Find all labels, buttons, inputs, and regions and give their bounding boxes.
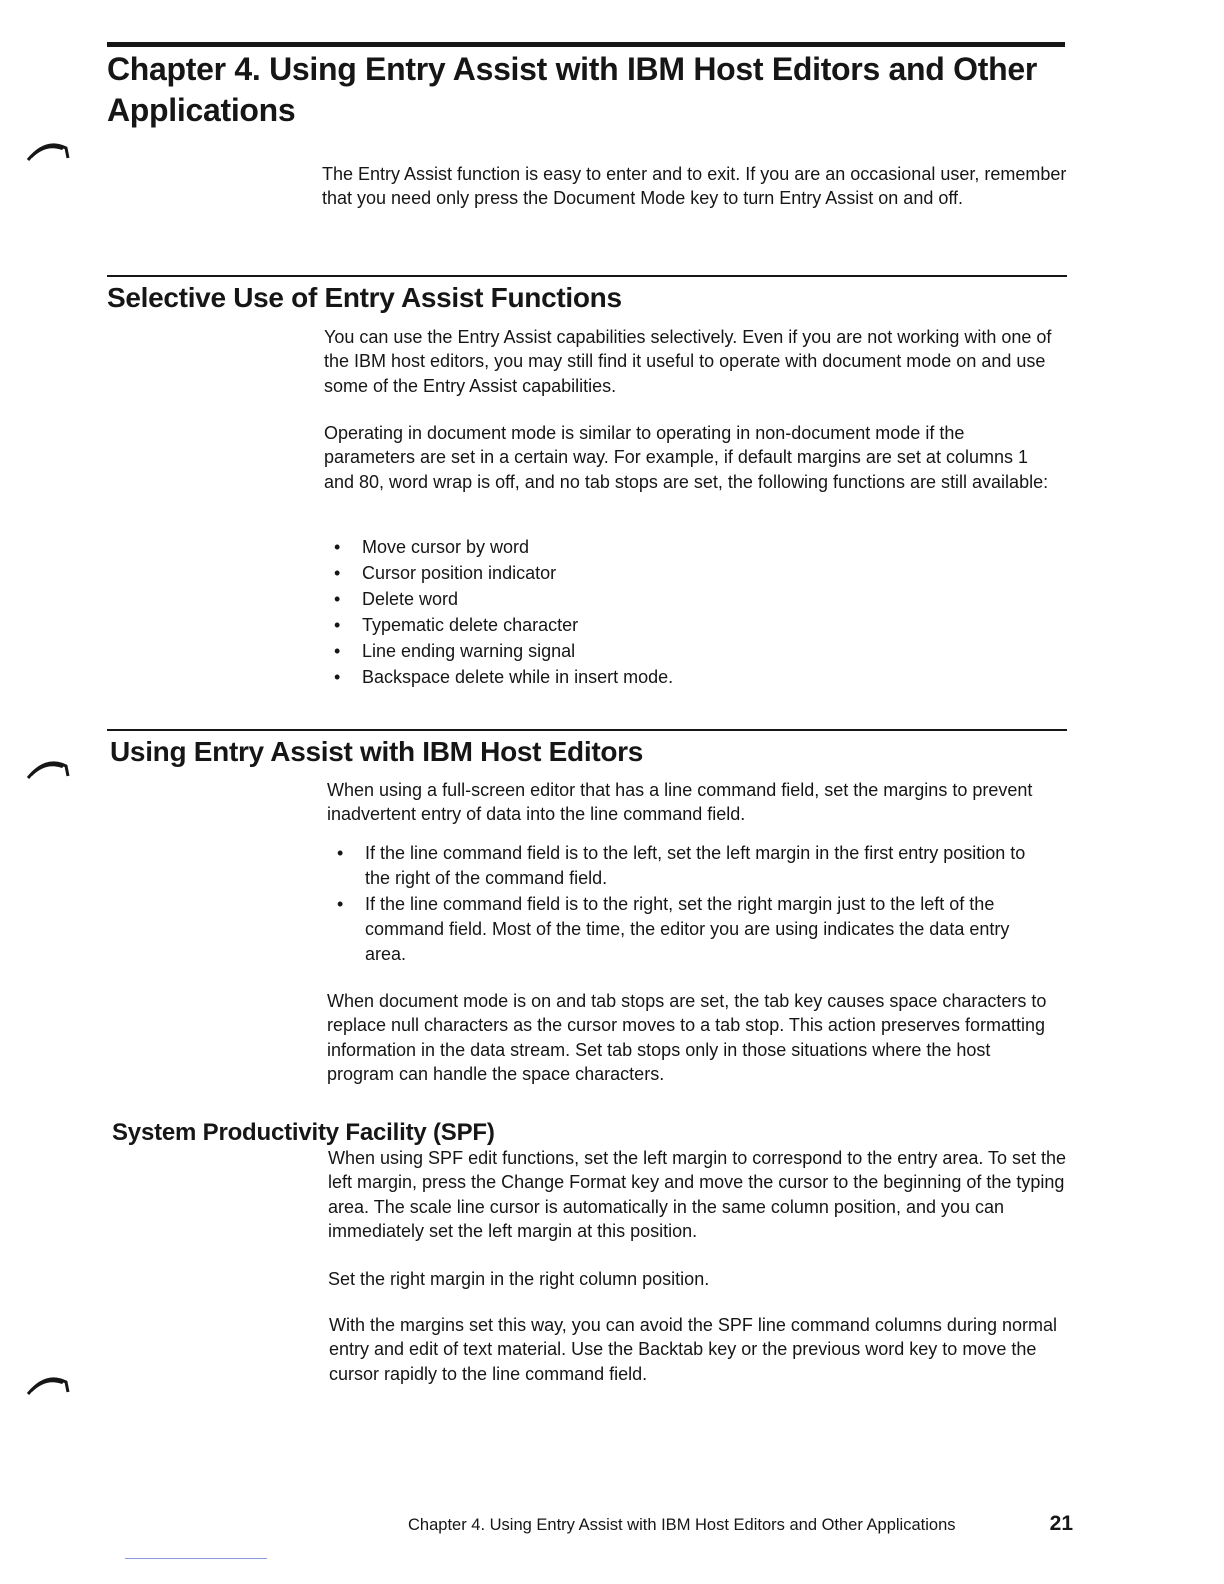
available-functions-list <box>324 534 1034 690</box>
section-rule <box>107 729 1067 731</box>
chapter-rule <box>107 42 1065 47</box>
host-paragraph-2: When document mode is on and tab stops are set, the tab key causes space characters to replace null characters as the cursor moves to a tab stop. This action preserves formatting information in the data stream. Set tab stops only in those situations where the host program can handle the space characters. <box>327 991 1047 1085</box>
section-title-host-editors: Using Entry Assist with IBM Host Editors <box>110 736 644 767</box>
running-title: Chapter 4. Using Entry Assist with IBM Host Editors and Other Applications <box>408 1516 956 1534</box>
binder-hole-mark <box>26 1372 70 1396</box>
page-number: 21 <box>1049 1512 1073 1535</box>
list-item: • If the line command field is to the right, set the right margin just to the left of the command field. Most of the time, the editor you are using indicates the data entry area. <box>327 892 1037 967</box>
binder-hole-mark <box>26 138 70 162</box>
section-rule <box>107 275 1067 277</box>
binder-hole-mark <box>26 756 70 780</box>
list-item: • Delete word <box>324 586 1034 612</box>
list-item: • Cursor position indicator <box>324 560 1034 586</box>
selective-paragraph-2: Operating in document mode is similar to operating in non-document mode if the parameters are set in a certain way. For example, if default margins are set at columns 1 and 80, word wrap is off, and no tab stops are set, the following functions are still available: <box>324 423 1049 492</box>
subsection-title-spf: System Productivity Facility (SPF) <box>112 1119 495 1146</box>
page-footer <box>408 1512 1073 1537</box>
list-item: • Line ending warning signal <box>324 638 1034 664</box>
scan-edge-line <box>125 1558 267 1559</box>
list-item: • If the line command field is to the left, set the left margin in the first entry position to the right of the command field. <box>327 841 1037 891</box>
host-paragraph-1: When using a full-screen editor that has a line command field, set the margins to prevent inadvertent entry of data into the line command field. <box>327 780 1033 825</box>
spf-paragraph-1: When using SPF edit functions, set the left margin to correspond to the entry area. To set the left margin, press the Change Format key and move the cursor to the beginning of the typing area. The scale line cursor is automatically in the same column position, and you can immediately set the left margin at this position. <box>328 1148 1067 1242</box>
line-command-list <box>327 841 1037 968</box>
list-item: • Typematic delete character <box>324 612 1034 638</box>
section-title-selective: Selective Use of Entry Assist Functions <box>107 282 622 313</box>
chapter-intro: The Entry Assist function is easy to enter and to exit. If you are an occasional user, remember that you need only press the Document Mode key to turn Entry Assist on and off. <box>322 164 1067 209</box>
list-item: • Move cursor by word <box>324 534 1034 560</box>
list-item: • Backspace delete while in insert mode. <box>324 664 1034 690</box>
spf-paragraph-3: With the margins set this way, you can avoid the SPF line command columns during normal entry and edit of text material. Use the Backtab key or the previous word key to move the cursor rapidly to the line command field. <box>329 1315 1057 1384</box>
chapter-title: Chapter 4. Using Entry Assist with IBM Host Editors and Other Applications <box>107 51 1037 128</box>
spf-paragraph-2: Set the right margin in the right column position. <box>328 1269 710 1289</box>
selective-paragraph-1: You can use the Entry Assist capabilities selectively. Even if you are not working with one of the IBM host editors, you may still find it useful to operate with document mode on and use some of the Entry Assist capabilities. <box>324 327 1052 396</box>
